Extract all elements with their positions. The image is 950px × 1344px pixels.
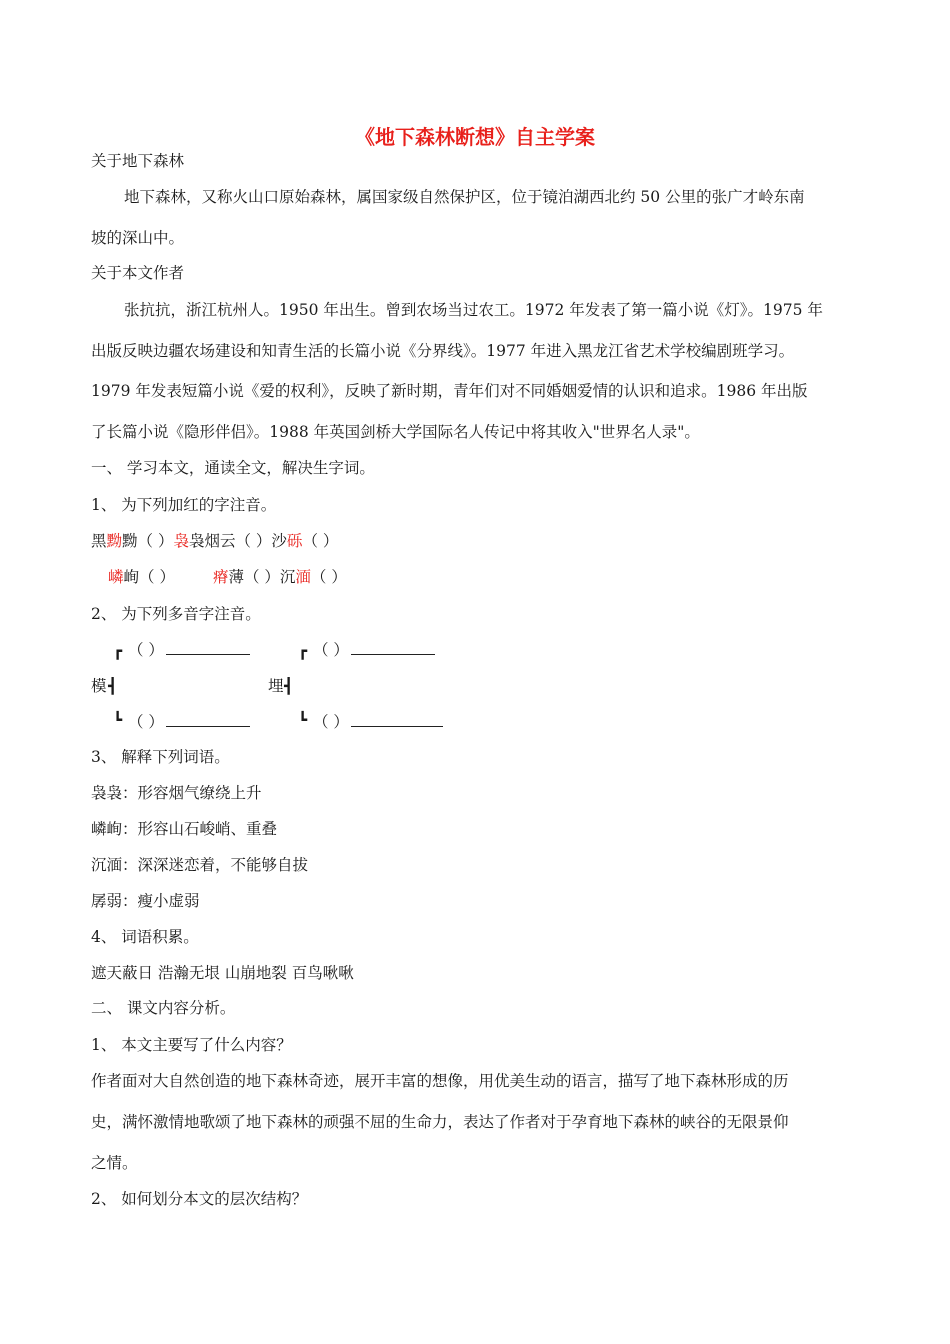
bracket-top-icon: ┏ [113,642,123,660]
highlighted-char: 袅 [173,532,189,550]
forest-para-line: 坡的深山中。 [91,229,185,247]
definition-item: 沉湎：深深迷恋着，不能够自拔 [91,856,309,874]
highlighted-char: 黝 [106,532,123,550]
polyphone-char-2: 埋 [268,677,284,695]
paren-blank: （ ） [128,713,164,731]
bracket-middle-icon: ┫ [284,677,294,695]
pinyin-row-2: 嶙峋（ ） 瘠薄（ ）沉湎（ ） [108,568,347,586]
author-para-line: 张抗抗，浙江杭州人。1950 年出生。曾到农场当过农工。1972 年发表了第一篇小说《灯》。1975 年 [124,301,823,319]
definition-item: 嶙峋：形容山石峻峭、重叠 [91,820,278,838]
question-1-3: 3、 解释下列词语。 [91,748,230,766]
answer-blank[interactable] [166,641,250,655]
bracket-bottom-icon: ┗ [113,711,123,729]
definition-item: 孱弱：瘦小虚弱 [91,892,200,910]
answer-line: 作者面对大自然创造的地下森林奇迹，展开丰富的想像，用优美生动的语言，描写了地下森林形成的历 [91,1072,789,1090]
forest-para-line: 地下森林，又称火山口原始森林，属国家级自然保护区，位于镜泊湖西北约 50 公里的张广才岭东南 [124,188,805,206]
question-2-2: 2、 如何划分本文的层次结构？ [91,1190,308,1208]
bracket-bottom-icon: ┗ [298,711,308,729]
definition-item: 袅袅：形容烟气缭绕上升 [91,784,262,802]
answer-line: 史，满怀激情地歌颂了地下森林的顽强不屈的生命力，表达了作者对于孕育地下森林的峡谷的无限景仰 [91,1113,789,1131]
page-title: 《地下森林断想》自主学案 [355,125,595,149]
author-para-line: 出版反映边疆农场建设和知青生活的长篇小说《分界线》。1977 年进入黑龙江省艺术学校编剧班学习。 [91,342,795,360]
answer-blank[interactable] [166,713,250,727]
author-para-line: 了长篇小说《隐形伴侣》。1988 年英国剑桥大学国际名人传记中将其收入"世界名人录"。 [91,423,700,441]
answer-blank[interactable] [351,641,435,655]
paren-blank: （ ） [128,641,164,659]
word-list: 遮天蔽日 浩瀚无垠 山崩地裂 百鸟啾啾 [91,964,354,982]
answer-blank[interactable] [351,713,443,727]
paren-blank: （ ） [313,641,349,659]
highlighted-char: 湎 [295,568,311,586]
section1-heading: 一、 学习本文，通读全文，解决生字词。 [91,459,375,477]
question-1-2: 2、 为下列多音字注音。 [91,605,261,623]
highlighted-char: 嶙 [108,568,124,586]
question-1-1: 1、 为下列加红的字注音。 [91,496,277,514]
question-2-1: 1、 本文主要写了什么内容？ [91,1036,292,1054]
section2-heading: 二、 课文内容分析。 [91,999,236,1017]
author-para-line: 1979 年发表短篇小说《爱的权利》，反映了新时期，青年们对不同婚姻爱情的认识和追求。1986 年出版 [91,382,808,400]
pinyin-row-1: 黑黝黝（ ）袅袅烟云（ ）沙砾（ ） [91,532,339,550]
question-1-4: 4、 词语积累。 [91,928,199,946]
bracket-top-icon: ┏ [298,642,308,660]
bracket-middle-icon: ┫ [108,677,118,695]
answer-line: 之情。 [91,1154,138,1172]
paren-blank: （ ） [313,713,349,731]
highlighted-char: 砾 [286,532,303,550]
heading-about-author: 关于本文作者 [91,264,185,282]
polyphone-char-1: 模 [91,677,107,695]
highlighted-char: 瘠 [212,568,229,586]
heading-about-forest: 关于地下森林 [91,152,185,170]
